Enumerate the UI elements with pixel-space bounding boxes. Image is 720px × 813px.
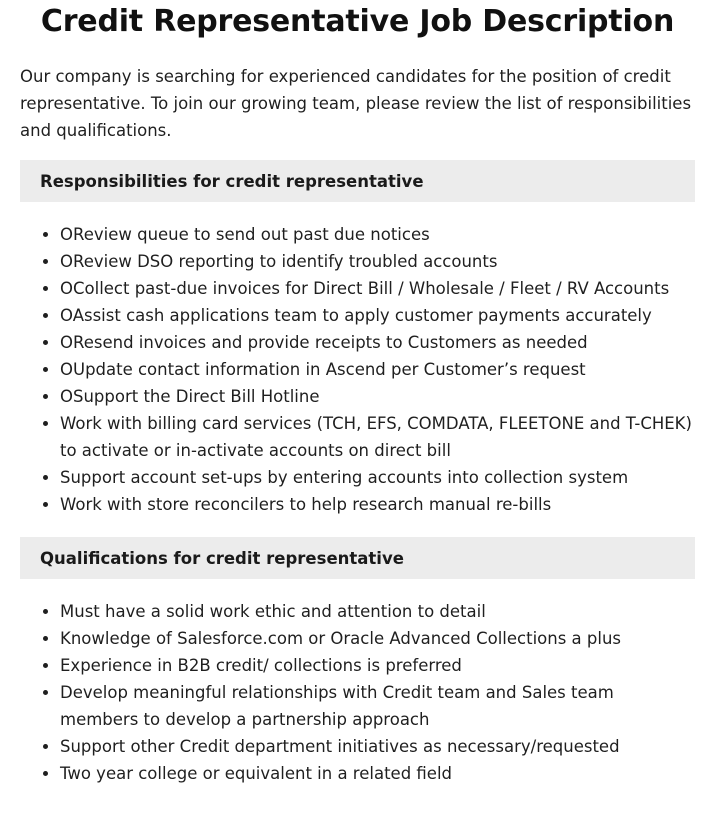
list-item: • Knowledge of Salesforce.com or Oracle Advanced Collections a plus (60, 625, 695, 652)
list-item: • Must have a solid work ethic and attention to detail (60, 598, 695, 625)
page-title: Credit Representative Job Description (40, 4, 675, 39)
list-item: • Work with store reconcilers to help research manual re-bills (60, 491, 695, 518)
responsibilities-list (20, 221, 695, 518)
qualifications-header (20, 537, 695, 579)
list-item: • OUpdate contact information in Ascend per Customer’s request (60, 356, 695, 383)
list-item: • OReview DSO reporting to identify troubled accounts (60, 248, 695, 275)
qualifications-heading: Qualifications for credit representative (40, 548, 404, 568)
list-item: • Work with billing card services (TCH, EFS, COMDATA, FLEETONE and T-CHEK) to activate or in-activate accounts on direct bill (60, 410, 695, 464)
list-item: • OResend invoices and provide receipts to Customers as needed (60, 329, 695, 356)
list-item: • Two year college or equivalent in a related field (60, 760, 695, 787)
list-item: • OCollect past-due invoices for Direct Bill / Wholesale / Fleet / RV Accounts (60, 275, 695, 302)
list-item: • OReview queue to send out past due notices (60, 221, 695, 248)
responsibilities-heading: Responsibilities for credit representative (40, 171, 424, 191)
list-item: • Develop meaningful relationships with Credit team and Sales team members to develop a partnership approach (60, 679, 695, 733)
list-item: • OSupport the Direct Bill Hotline (60, 383, 695, 410)
list-item: • Support account set-ups by entering accounts into collection system (60, 464, 695, 491)
list-item: • Support other Credit department initiatives as necessary/requested (60, 733, 695, 760)
list-item: • OAssist cash applications team to apply customer payments accurately (60, 302, 695, 329)
responsibilities-header (20, 160, 695, 202)
intro-paragraph: Our company is searching for experienced candidates for the position of credit representative. To join our growing team, please review the list of responsibilities and qualifications. (20, 67, 692, 140)
list-item: • Experience in B2B credit/ collections is preferred (60, 652, 695, 679)
qualifications-list (20, 598, 695, 787)
